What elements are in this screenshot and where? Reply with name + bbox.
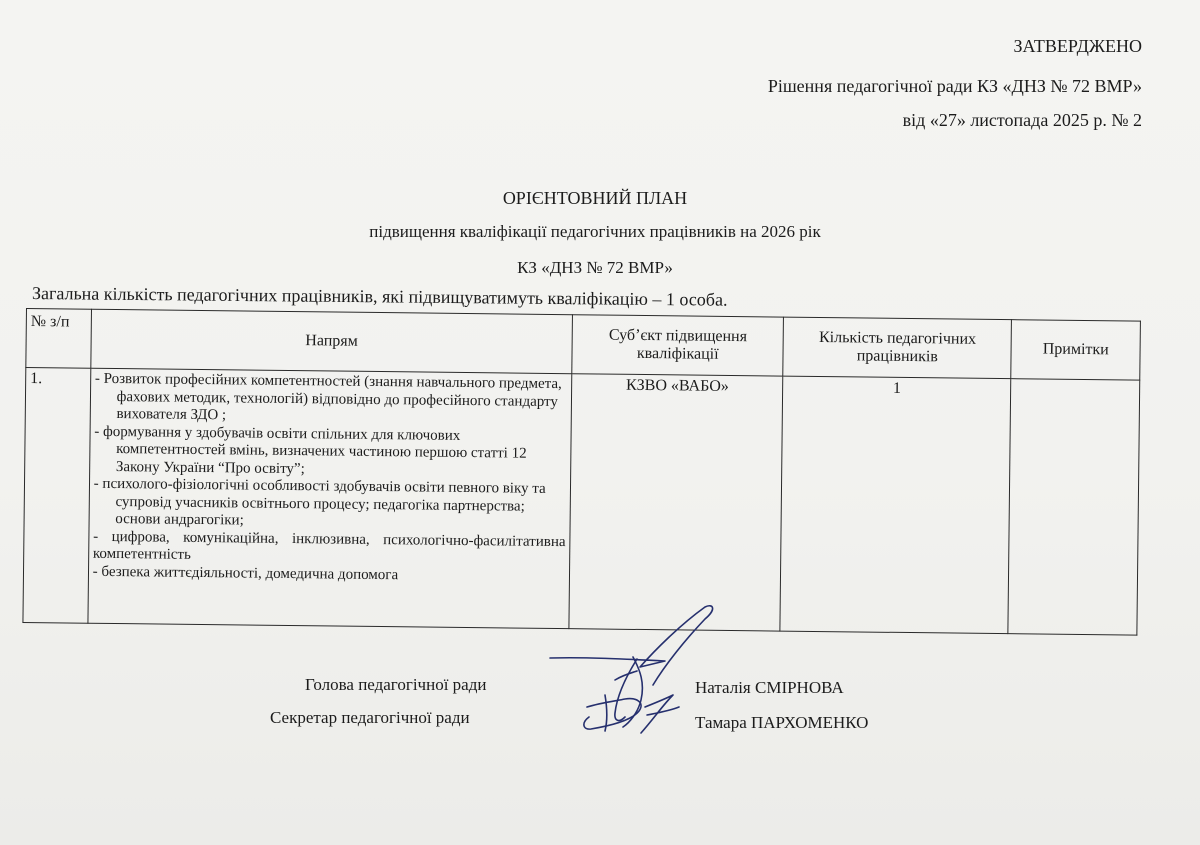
organization-name: КЗ «ДНЗ № 72 ВМР» <box>517 258 673 277</box>
direction-item: - формування у здобувачів освіти спільних для ключових компетентностей вмінь, визначених частиною першою статті 12 Закону України “Про освіту”; <box>94 423 527 477</box>
secretary-label: Секретар педагогічної ради <box>270 708 470 727</box>
header-notes: Примітки <box>1011 320 1140 380</box>
row-count: 1 <box>780 376 1011 634</box>
decision-line: Рішення педагогічної ради КЗ «ДНЗ № 72 ВМР» <box>767 76 1142 96</box>
head-of-council-name: Наталія СМІРНОВА <box>695 678 844 697</box>
direction-item: - психолого-фізіологічні особливості здобувачів освіти певного віку та супровід учасників освітнього процесу; педагогіка партнерства; основи андрагогіки; <box>93 476 546 529</box>
row-number: 1. <box>23 368 91 624</box>
plan-table-wrapper <box>22 308 1141 636</box>
plan-table <box>22 308 1141 636</box>
header-num: № з/п <box>26 309 91 369</box>
direction-item: - безпека життєдіяльності, домедична допомога <box>92 563 399 584</box>
handwritten-signature-icon <box>545 595 720 745</box>
document-subtitle: підвищення кваліфікації педагогічних працівників на 2026 рік <box>369 222 821 241</box>
header-subject: Суб’єкт підвищення кваліфікації <box>572 315 784 376</box>
head-of-council-label: Голова педагогічної ради <box>305 675 487 694</box>
direction-item: - цифрова, комунікаційна, інклюзивна, психологічно-фасилітативна компетентність <box>92 528 566 564</box>
row-subject: КЗВО «ВАБО» <box>569 374 783 631</box>
approval-stamp-text: ЗАТВЕРДЖЕНО <box>1013 36 1142 56</box>
direction-item: - Розвиток професійних компетентностей (знання навчального предмета, фахових методик, технологій) відповідно до професійного стандарту вихователя ЗДО ; <box>94 370 562 424</box>
row-directions <box>88 368 572 628</box>
secretary-name: Тамара ПАРХОМЕНКО <box>695 713 869 732</box>
total-count-line: Загальна кількість педагогічних працівників, які підвищуватимуть кваліфікацію – 1 особа. <box>31 283 728 310</box>
row-notes <box>1008 379 1140 635</box>
document-title: ОРІЄНТОВНИЙ ПЛАН <box>502 188 688 208</box>
date-line: від «27» листопада 2025 р. № 2 <box>902 110 1142 130</box>
header-direction: Напрям <box>91 309 573 373</box>
header-count: Кількість педагогічних працівників <box>783 317 1012 379</box>
